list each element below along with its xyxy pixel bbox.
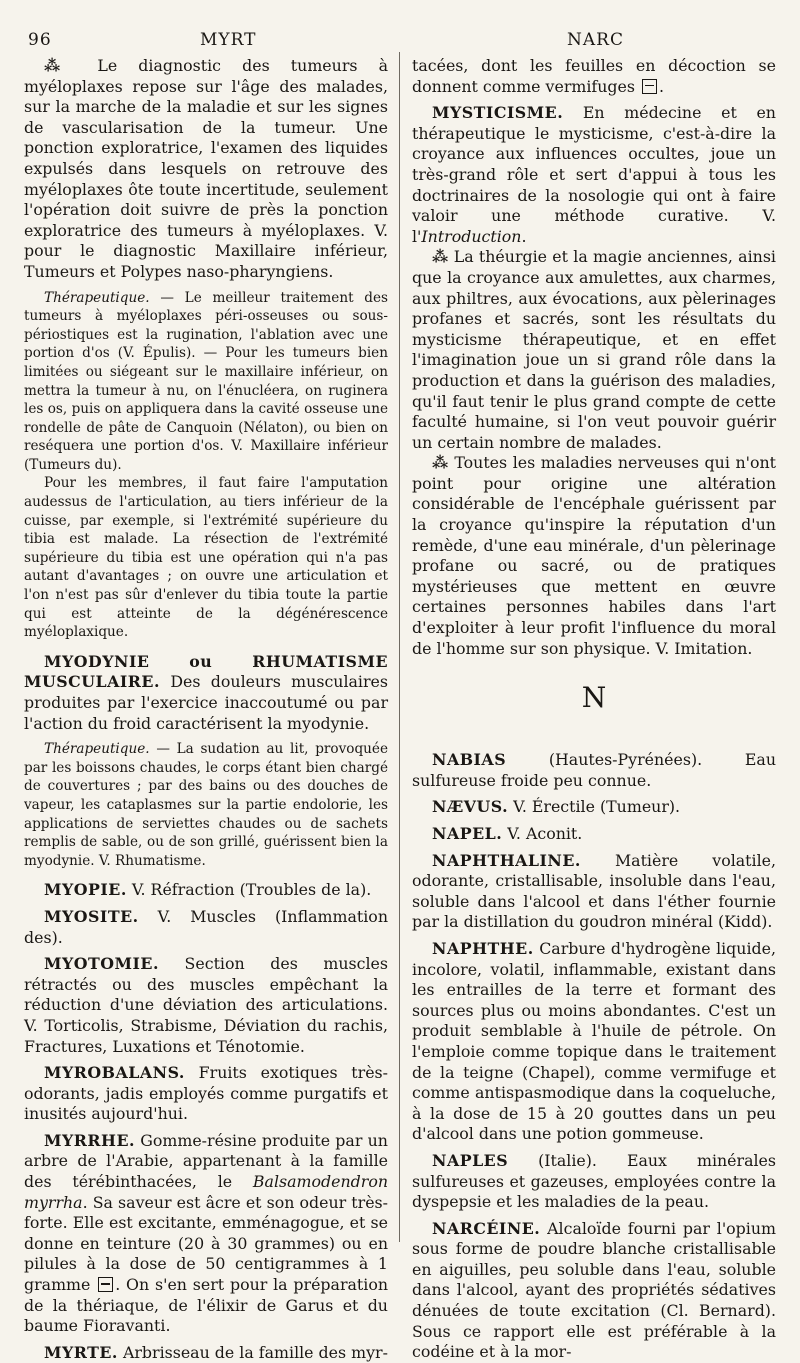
right-column xyxy=(412,56,776,1363)
entry-myopie: MYOPIE. V. Réfraction (Troubles de la). xyxy=(44,880,372,900)
entry-naevus: NÆVUS. V. Érectile (Tumeur). xyxy=(432,797,681,817)
left-running-title: MYRT xyxy=(200,30,257,50)
entry-myrobalans: MYROBALANS. Fruits exotiques très-odorants, jadis employés comme purgatifs et inusités aujourd'hui. xyxy=(24,1063,388,1124)
entry-mysticisme: MYSTICISME. En médecine et en thérapeutique le mysticisme, c'est-à-dire la croyance aux influences occultes, joue un très-grand rôle et sert d'appui à tous les doctrinaires de la nosologie qui ont à faire valoir une méthode curative. V. l'Introduction. xyxy=(412,103,776,246)
entry-napel: NAPEL. V. Aconit. xyxy=(432,824,583,843)
myrte-continuation: tacées, dont les feuilles en décoction se donnent comme vermifuges . xyxy=(412,56,776,96)
therapeutique-paragraph: Thérapeutique. — Le meilleur traitement des tumeurs à myéloplaxes péri-osseuses ou sous-périostiques est la rugination, l'ablation avec une portion d'os (V. Épulis). — Pour les tumeurs bien limitées ou siégeant sur le maxillaire inférieur, on mettra la tumeur à nu, on l'énucléera, on ruginera les os, puis on appliquera dans la cavité osseuse une rondelle de pâte de Canquoin (Nélaton), ou bien on reséquera une portion d'os. V. Maxillaire inférieur (Tumeurs du). xyxy=(24,289,388,473)
right-running-title: NARC xyxy=(567,30,624,50)
section-letter: N xyxy=(581,681,607,715)
entry-myrrhe: MYRRHE. Gomme-résine produite par un arbre de l'Arabie, appartenant à la famille des térébinthacées, le Balsamodendron myrrha. Sa saveur est âcre et son odeur très-forte. Elle est excitante, emménagogue, et se donne en teinture (20 à 30 grammes) ou en pilules à la dose de 50 centigrammes à 1 gramme . On s'en sert pour la préparation de la thériaque, de l'élixir de Garus et du baume Fioravanti. xyxy=(24,1130,389,1336)
membres-paragraph: Pour les membres, il faut faire l'amputation audessus de l'articulation, au tiers inférieur de la cuisse, par exemple, si l'extrémité supérieure du tibia est malade. La résection de l'extrémité supérieure du tibia est une opération qui n'a pas autant d'avantages ; on ouvre une articulation et l'on n'est pas sûr d'enlever du tibia toute la partie qui est atteinte de la dégénérescence myéloplaxique. xyxy=(24,475,388,641)
page-number: 96 xyxy=(28,30,52,50)
running-header xyxy=(0,30,800,56)
asterism: ⁂ xyxy=(44,56,77,75)
official-remedy-symbol xyxy=(98,1277,113,1292)
entry-naples: NAPLES (Italie). Eaux minérales sulfureuses et gazeuses, employées contre la dyspepsie et les maladies de la peau. xyxy=(412,1150,776,1212)
entry-naphthe: NAPHTHE. Carbure d'hydrogène liquide, incolore, volatil, inflammable, existant dans les entrailles de la terre et formant des sources plus ou moins abondantes. C'est un produit semblable à l'huile de pétrole. On l'emploie comme topique dans le traitement de la teigne (Chapel), comme vermifuge et comme antispasmodique dans la coqueluche, à la dose de 15 à 20 gouttes dans un peu d'alcool dans une potion gommeuse. xyxy=(412,938,776,1144)
entry-nabias: NABIAS (Hautes-Pyrénées). Eau sulfureuse froide peu connue. xyxy=(412,750,776,790)
diagnostic-paragraph: ⁂ Le diagnostic des tumeurs à myéloplaxes repose sur l'âge des malades, sur la marche de la maladie et sur les signes de vascularisation de la tumeur. Une ponction exploratrice, l'examen des liquides expulsés dans lesquels on retrouve des myéloplaxes ôte toute incertitude, seulement l'opération doit suivre de près la ponction exploratrice des tumeurs à myéloplaxes. V. pour le diagnostic Maxillaire inférieur, Tumeurs et Polypes naso-pharyngiens. xyxy=(24,56,388,281)
asterism: ⁂ xyxy=(432,247,449,267)
theurgie-paragraph: ⁂ La théurgie et la magie anciennes, ainsi que la croyance aux amulettes, aux charmes, aux philtres, aux évocations, aux pèlerinages profanes et sacrés, sont les résultats du mysticisme thérapeutique, et en effet l'imagination joue un si grand rôle dans la production et dans la guérison des maladies, qu'il faut tenir le plus grand compte de cette faculté humaine, si l'on veut pouvoir guérir un certain nombre de malades. xyxy=(412,247,776,452)
entry-naphthaline: NAPHTHALINE. Matière volatile, odorante, cristallisable, insoluble dans l'eau, soluble dans l'alcool et dans l'éther fournie par la distillation du goudron minéral (Kidd). xyxy=(412,850,776,932)
left-column xyxy=(24,56,388,1363)
entry-myotomie: MYOTOMIE. Section des muscles rétractés ou des muscles empêchant la réduction d'une déviation des articulations. V. Torticolis, Strabisme, Déviation du rachis, Fractures, Luxations et Ténotomie. xyxy=(24,954,388,1056)
column-divider xyxy=(399,52,400,1242)
asterism: ⁂ xyxy=(432,453,449,473)
entry-narceine: NARCÉINE. Alcaloïde fourni par l'opium sous forme de poudre blanche cristallisable en aiguilles, peu soluble dans l'eau, soluble dans l'alcool, ayant des propriétés sédatives dénuées de toute excitation (Cl. Bernard). Sous ce rapport elle est préférable à la codéine et à la mor- xyxy=(412,1218,776,1362)
official-remedy-symbol xyxy=(642,79,657,94)
nerveuses-paragraph: ⁂ Toutes les maladies nerveuses qui n'ont point pour origine une altération considérable de l'encéphale guérissent par la croyance qu'inspire la réputation d'un remède, d'une eau minérale, d'un pèlerinage profane ou sacré, ou de pratiques mystérieuses que mettent en œuvre certaines personnes habiles dans l'art d'exploiter à leur profit l'influence du moral de l'homme sur son physique. V. Imitation. xyxy=(412,453,776,658)
entry-myosite: MYOSITE. V. Muscles (Inflammation des). xyxy=(24,906,388,947)
entry-myodynie: MYODYNIE ou RHUMATISME MUSCULAIRE. Des douleurs musculaires produites par l'exercice inaccoutumé ou par l'action du froid caractérisent la myodynie. xyxy=(24,651,388,733)
entry-myrte: MYRTE. Arbrisseau de la famille des myr- xyxy=(44,1342,388,1362)
myodynie-therapeutique: Thérapeutique. — La sudation au lit, provoquée par les boissons chaudes, le corps étant bien chargé de couvertures ; par des bains ou des douches de vapeur, les cataplasmes sur la partie endolorie, les applications de serviettes chaudes ou de sachets remplis de sable, ou de son grillé, guérissent bien la myodynie. V. Rhumatisme. xyxy=(24,741,388,869)
